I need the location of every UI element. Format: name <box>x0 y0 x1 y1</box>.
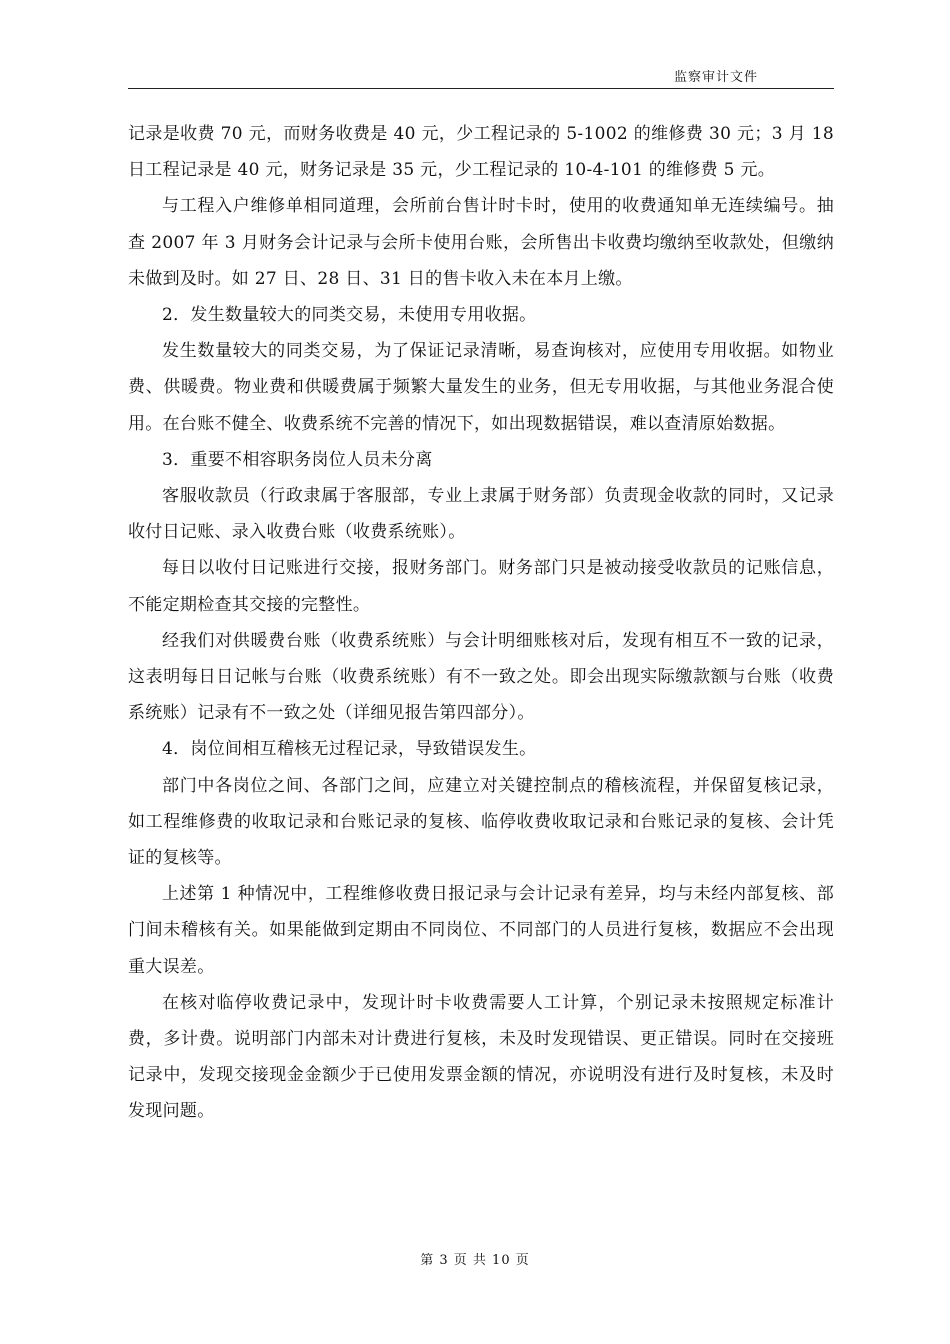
header-title: 监察审计文件 <box>673 70 758 85</box>
paragraph: 客服收款员（行政隶属于客服部，专业上隶属于财务部）负责现金收款的同时，又记录收付日记账、录入收费台账（收费系统账）。 <box>128 486 834 543</box>
page-number: 第 3 页 共 10 页 <box>420 1253 530 1268</box>
paragraph: 在核对临停收费记录中，发现计时卡收费需要人工计算，个别记录未按照规定标准计费，多计费。说明部门内部未对计费进行复核，未及时发现错误、更正错误。同时在交接班记录中，发现交接现金金额少于已使用发票金额的情况，亦说明没有进行及时复核，未及时发现问题。 <box>128 992 834 1122</box>
paragraph: 每日以收付日记账进行交接，报财务部门。财务部门只是被动接受收款员的记账信息，不能定期检查其交接的完整性。 <box>128 558 834 615</box>
paragraph: 发生数量较大的同类交易，为了保证记录清晰，易查询核对，应使用专用收据。如物业费、供暖费。物业费和供暖费属于频繁大量发生的业务，但无专用收据，与其他业务混合使用。在台账不健全、收费系统不完善的情况下，如出现数据错误，难以查清原始数据。 <box>128 341 834 434</box>
paragraph: 与工程入户维修单相同道理，会所前台售计时卡时，使用的收费通知单无连续编号。抽查 2007 年 3 月财务会计记录与会所卡使用台账，会所售出卡收费均缴纳至收款处，但缴纳未做到及时。如 27 日、28 日、31 日的售卡收入未在本月上缴。 <box>128 196 834 289</box>
section-heading: 4．岗位间相互稽核无过程记录，导致错误发生。 <box>162 739 537 760</box>
section-heading: 3．重要不相容职务岗位人员未分离 <box>162 449 433 470</box>
paragraph: 上述第 1 种情况中，工程维修收费日报记录与会计记录有差异，均与未经内部复核、部门间未稽核有关。如果能做到定期由不同岗位、不同部门的人员进行复核，数据应不会出现重大误差。 <box>128 884 834 977</box>
paragraph: 经我们对供暖费台账（收费系统账）与会计明细账核对后，发现有相互不一致的记录，这表明每日日记帐与台账（收费系统账）有不一致之处。即会出现实际缴款额与台账（收费系统账）记录有不一致之处（详细见报告第四部分）。 <box>128 630 834 724</box>
paragraph: 记录是收费 70 元，而财务收费是 40 元，少工程记录的 5-1002 的维修费 30 元；3 月 18 日工程记录是 40 元，财务记录是 35 元，少工程记录的 10-4-101 的维修费 5 元。 <box>128 124 834 181</box>
document-body <box>128 116 834 1130</box>
section-heading: 2．发生数量较大的同类交易，未使用专用收据。 <box>162 305 537 326</box>
paragraph: 部门中各岗位之间、各部门之间，应建立对关键控制点的稽核流程，并保留复核记录，如工程维修费的收取记录和台账记录的复核、临停收费收取记录和台账记录的复核、会计凭证的复核等。 <box>128 775 834 869</box>
page-header <box>128 64 834 89</box>
